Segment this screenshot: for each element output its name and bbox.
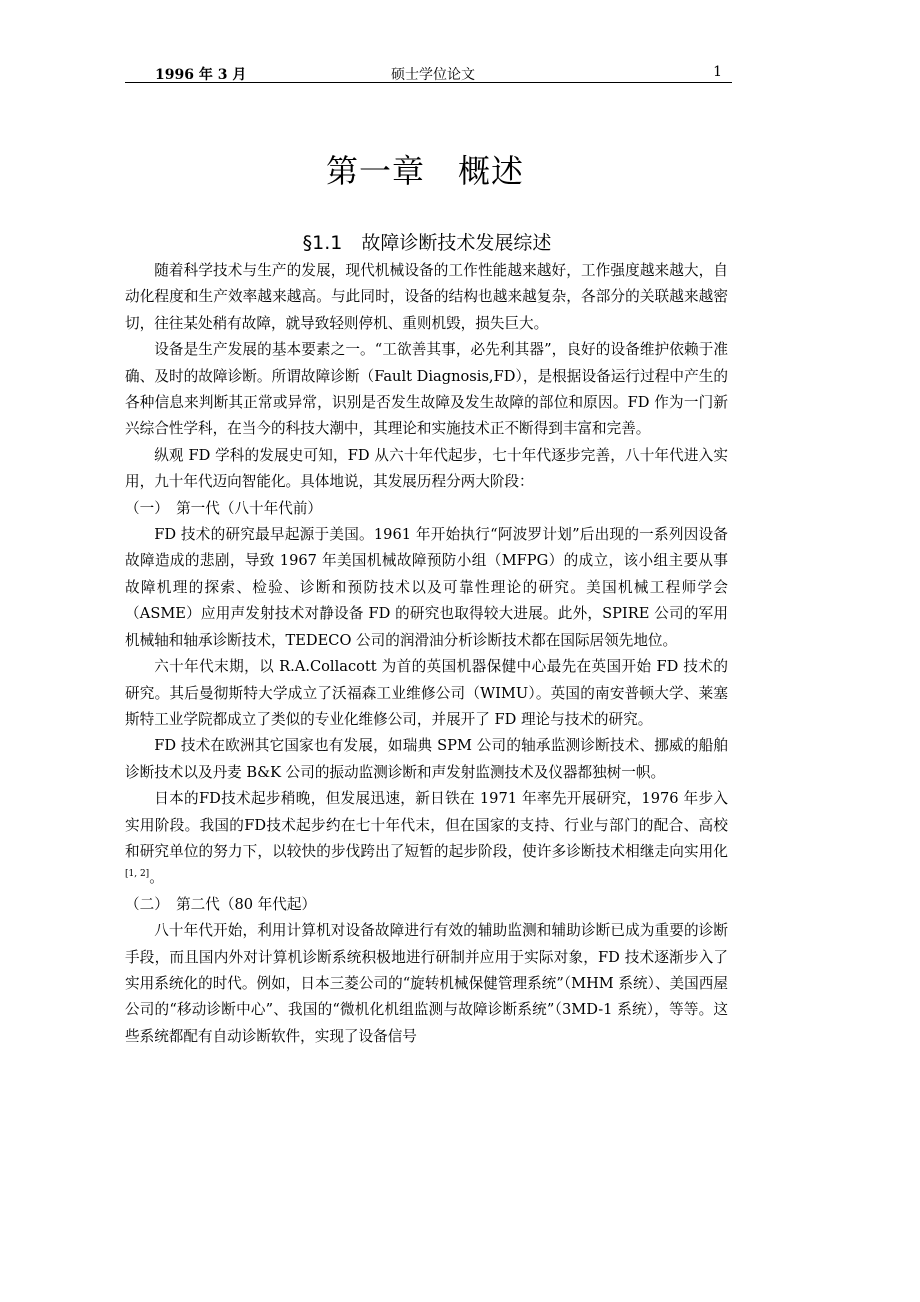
paragraph: FD 技术的研究最早起源于美国。1961 年开始执行“阿波罗计划”后出现的一系列因设备故障造成的悲剧，导致 1967 年美国机械故障预防小组（MFPG）的成立，该小组主要从事故障机理的探索、检验、诊断和预防技术以及可靠性理论的研究。美国机械工程师学会（ASME）应用声发射技术对静设备 FD 的研究也取得较大进展。此外，SPIRE 公司的军用机械轴和轴承诊断技术，TEDECO 公司的润滑油分析诊断技术都在国际居领先地位。 bbox=[125, 526, 728, 649]
header-page-number: 1 bbox=[713, 64, 722, 80]
subsection-heading: （二） 第二代（80 年代起） bbox=[125, 895, 317, 913]
paragraph-text: 日本的FD技术起步稍晚，但发展迅速，新日铁在 1971 年率先开展研究，1976 年步入实用阶段。我国的FD技术起步约在七十年代末，但在国家的支持、行业与部门的配合、高校和研究单位的努力下，以较快的步伐跨出了短暂的起步阶段，使许多诊断技术相继走向实用化 bbox=[125, 790, 728, 860]
paragraph-end: 。 bbox=[149, 869, 164, 887]
paragraph: 六十年代末期，以 R.A.Collacott 为首的英国机器保健中心最先在英国开始 FD 技术的研究。其后曼彻斯特大学成立了沃福森工业维修公司（WIMU）。英国的南安普顿大学、莱塞斯特工业学院都成立了类似的专业化维修公司，并展开了 FD 理论与技术的研究。 bbox=[125, 658, 728, 728]
subsection-heading: （一） 第一代（八十年代前） bbox=[125, 499, 323, 517]
paragraph: 随着科学技术与生产的发展，现代机械设备的工作性能越来越好，工作强度越来越大，自动化程度和生产效率越来越高。与此同时，设备的结构也越来越复杂，各部分的关联越来越密切，往往某处稍有故障，就导致轻则停机、重则机毁，损失巨大。 bbox=[125, 262, 728, 332]
section-title: §1.1 故障诊断技术发展综述 bbox=[302, 232, 552, 254]
chapter-title: 第一章 概述 bbox=[325, 152, 524, 190]
page-header bbox=[125, 62, 732, 83]
citation-ref: [1, 2] bbox=[125, 869, 150, 880]
header-date: 1996 年 3 月 bbox=[155, 67, 247, 83]
paragraph: 设备是生产发展的基本要素之一。“工欲善其事，必先利其器”，良好的设备维护依赖于准确、及时的故障诊断。所谓故障诊断（Fault Diagnosis,FD），是根据设备运行过程中产生的各种信息来判断其正常或异常，识别是否发生故障及发生故障的部位和原因。FD 作为一门新兴综合性学科，在当今的科技大潮中，其理论和实施技术正不断得到丰富和完善。 bbox=[125, 341, 728, 438]
header-thesis-type: 硕士学位论文 bbox=[391, 67, 475, 83]
paragraph: FD 技术在欧洲其它国家也有发展，如瑞典 SPM 公司的轴承监测诊断技术、挪威的船舶诊断技术以及丹麦 B&K 公司的振动监测诊断和声发射监测技术及仪器都独树一帜。 bbox=[125, 737, 728, 781]
paragraph bbox=[125, 786, 728, 892]
body-text bbox=[125, 258, 728, 1050]
paragraph: 八十年代开始，利用计算机对设备故障进行有效的辅助监测和辅助诊断已成为重要的诊断手段，而且国内外对计算机诊断系统积极地进行研制并应用于实际对象，FD 技术逐渐步入了实用系统化的时代。例如，日本三菱公司的“旋转机械保健管理系统”（MHM 系统）、美国西屋公司的“移动诊断中心”、我国的“微机化机组监测与故障诊断系统”（3MD-1 系统），等等。这些系统都配有自动诊断软件，实现了设备信号 bbox=[125, 922, 728, 1045]
paragraph: 纵观 FD 学科的发展史可知，FD 从六十年代起步，七十年代逐步完善，八十年代进入实用，九十年代迈向智能化。具体地说，其发展历程分两大阶段： bbox=[125, 446, 728, 491]
